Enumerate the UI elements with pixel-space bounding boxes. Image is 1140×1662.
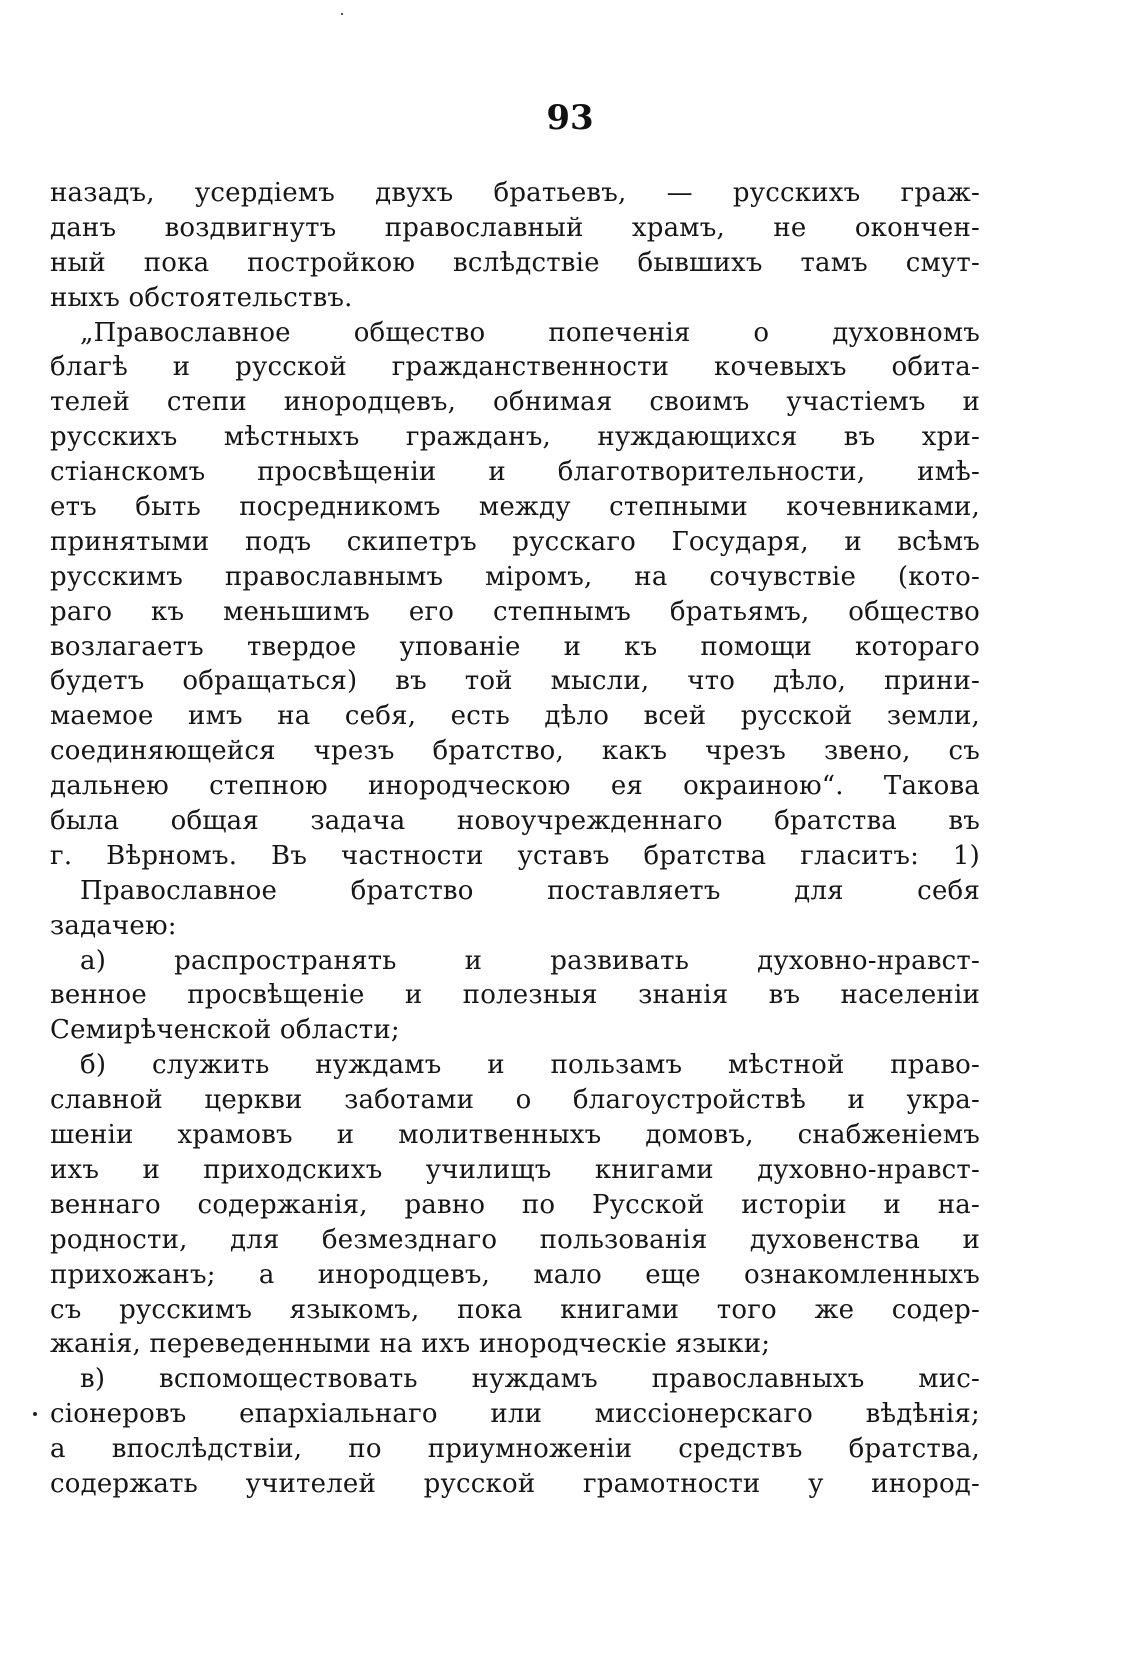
text-line: маемое имъ на себя, есть дѣло всей русской земли, bbox=[50, 701, 980, 732]
text-line: соединяющейся чрезъ братство, какъ чрезъ звено, съ bbox=[50, 736, 980, 767]
text-line: Православное братство поставляетъ для себя bbox=[80, 875, 980, 906]
ink-speck bbox=[341, 13, 343, 15]
text-line: славной церкви заботами о благоустройствѣ и укра- bbox=[50, 1085, 980, 1116]
text-line: возлагаетъ твердое упованіе и къ помощи котораго bbox=[50, 631, 980, 662]
text-line: родности, для безмезднаго пользованія духовенства и bbox=[50, 1224, 980, 1255]
text-line: ихъ и приходскихъ училищъ книгами духовно-нравст- bbox=[50, 1154, 980, 1185]
text-line: задачею: bbox=[50, 910, 177, 941]
text-line: дальнею степною инородческою ея окраиною“. Такова bbox=[50, 771, 980, 802]
text-line: съ русскимъ языкомъ, пока книгами того же содер- bbox=[50, 1294, 980, 1325]
body-text bbox=[50, 176, 980, 1502]
text-line: принятыми подъ скипетръ русскаго Государя, и всѣмъ bbox=[50, 526, 980, 557]
text-line: Семирѣченской области; bbox=[50, 1015, 400, 1046]
text-line: русскимъ православнымъ міромъ, на сочувствіе (кото- bbox=[50, 561, 980, 592]
text-line: будетъ обращаться) въ той мысли, что дѣло, прини- bbox=[50, 666, 980, 697]
text-line: благѣ и русской гражданственности кочевыхъ обита- bbox=[50, 352, 980, 383]
text-line: раго къ меньшимъ его степнымъ братьямъ, общество bbox=[50, 596, 980, 627]
text-line: жанія, переведенными на ихъ инородческіе языки; bbox=[50, 1329, 771, 1360]
page-number: 93 bbox=[546, 98, 594, 138]
text-line: шеніи храмовъ и молитвенныхъ домовъ, снабженіемъ bbox=[50, 1120, 980, 1151]
text-line: а впослѣдствіи, по приумноженіи средствъ братства, bbox=[50, 1434, 980, 1465]
text-line: б) служить нуждамъ и пользамъ мѣстной право- bbox=[80, 1050, 980, 1081]
text-line: венное просвѣщеніе и полезныя знанія въ населеніи bbox=[50, 980, 980, 1011]
text-line: г. Вѣрномъ. Въ частности уставъ братства гласитъ: 1) bbox=[50, 840, 980, 871]
text-line: а) распространять и развивать духовно-нравст- bbox=[80, 945, 980, 976]
text-line: сіонеровъ епархіальнаго или миссіонерскаго вѣдѣнія; bbox=[50, 1399, 980, 1430]
text-line: стіанскомъ просвѣщеніи и благотворительности, имѣ- bbox=[50, 457, 980, 488]
text-line: была общая задача новоучрежденнаго братства въ bbox=[50, 806, 980, 837]
text-line: прихожанъ; а инородцевъ, мало еще ознакомленныхъ bbox=[50, 1259, 980, 1290]
ink-speck bbox=[33, 1412, 37, 1416]
text-line: содержать учителей русской грамотности у инород- bbox=[50, 1468, 980, 1499]
text-line: „Православное общество попеченія о духовномъ bbox=[80, 317, 980, 348]
text-line: в) вспомоществовать нуждамъ православныхъ мис- bbox=[80, 1364, 980, 1395]
text-line: ныхъ обстоятельствъ. bbox=[50, 282, 353, 313]
text-line: русскихъ мѣстныхъ гражданъ, нуждающихся въ хри- bbox=[50, 422, 980, 453]
text-line: веннаго содержанія, равно по Русской исторіи и на- bbox=[50, 1189, 980, 1220]
text-line: телей степи инородцевъ, обнимая своимъ участіемъ и bbox=[50, 387, 980, 418]
text-line: ный пока постройкою вслѣдствіе бывшихъ тамъ смут- bbox=[50, 247, 980, 278]
text-line: етъ быть посредникомъ между степными кочевниками, bbox=[50, 492, 980, 523]
text-line: назадъ, усердіемъ двухъ братьевъ, — русскихъ граж- bbox=[50, 178, 980, 208]
text-line: данъ воздвигнутъ православный храмъ, не окончен- bbox=[50, 212, 980, 243]
